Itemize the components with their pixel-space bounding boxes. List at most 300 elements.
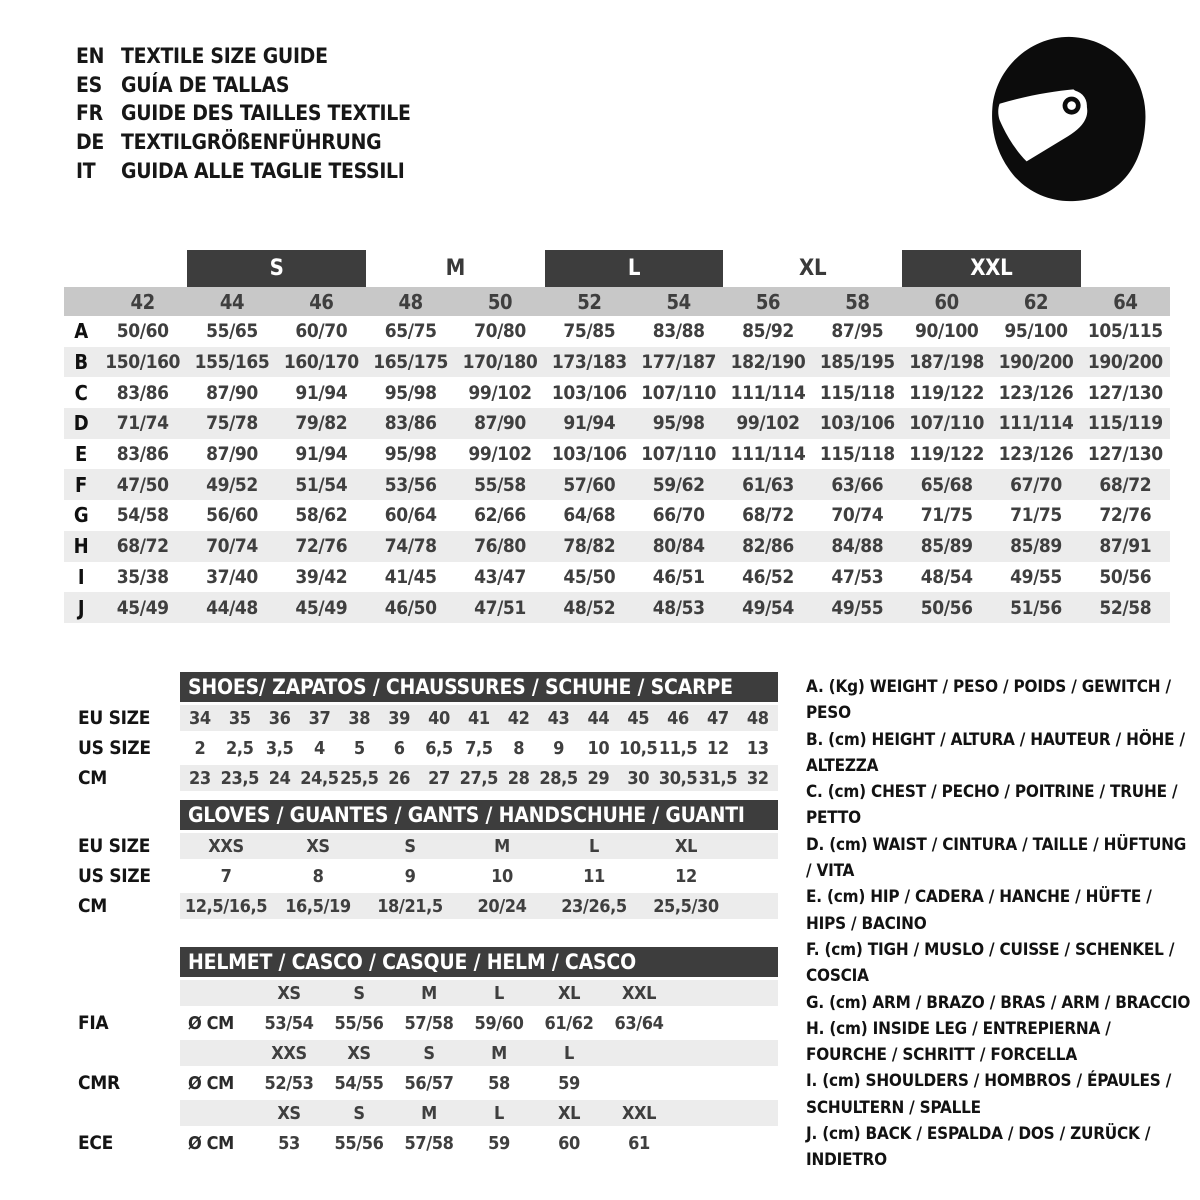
size-cell: XL (557, 1102, 580, 1124)
size-value: 127/130 (1087, 443, 1163, 466)
size-value: 79/82 (277, 408, 366, 439)
size-group-s: S (187, 250, 366, 287)
size-cell: 5 (353, 737, 365, 759)
size-value: 45/49 (98, 592, 187, 623)
numeric-size: 46 (277, 287, 366, 316)
size-cell: 10,5 (619, 737, 658, 759)
size-cell: XXS (271, 1042, 307, 1064)
size-cell: 25,5 (340, 767, 379, 789)
size-value: 119/122 (909, 381, 985, 404)
size-cell: 59/60 (474, 1012, 524, 1034)
size-value: 90/100 (915, 320, 979, 343)
size-value: 182/190 (723, 347, 812, 378)
language-row-es (76, 71, 411, 100)
size-value: 68/72 (98, 531, 187, 562)
size-value: 107/110 (902, 408, 991, 439)
size-value: 85/92 (742, 320, 794, 343)
size-value: 58/62 (295, 504, 348, 527)
size-value: 115/118 (819, 381, 895, 404)
size-cell: 56/57 (404, 1072, 454, 1094)
size-cell: XS (277, 1102, 301, 1124)
size-value: 85/89 (991, 531, 1080, 562)
size-group-xl: XL (799, 256, 827, 281)
size-cell: 54/55 (334, 1072, 384, 1094)
size-cell: 6,5 (425, 737, 453, 759)
size-cell: XS (306, 835, 330, 857)
helmet-values-cmr (180, 1070, 778, 1096)
legend-item-c: C. (cm) CHEST / PECHO / POITRINE / TRUHE / PETTO (806, 782, 1178, 829)
size-cell: 24,5 (300, 767, 339, 789)
helmet-section-labels (66, 947, 180, 1160)
row-label-cmr: CMR (78, 1072, 120, 1094)
shoes-section-title: SHOES/ ZAPATOS / CHAUSSURES / SCHUHE / SCARPE (180, 672, 778, 702)
language-code: IT (76, 158, 96, 183)
language-row-it (76, 156, 411, 185)
gloves-section-content (180, 800, 778, 923)
legend-item-i: I. (cm) SHOULDERS / HOMBROS / ÉPAULES / SCHULTERN / SPALLE (806, 1071, 1172, 1118)
size-value: 111/114 (991, 408, 1080, 439)
size-value: 66/70 (652, 504, 705, 527)
size-cell: 61 (628, 1132, 650, 1154)
language-code: FR (76, 101, 103, 126)
size-group-row (64, 250, 1170, 287)
size-cell: 42 (507, 707, 530, 729)
size-cell: 10 (587, 737, 610, 759)
gloves-row-us-size (180, 863, 778, 889)
row-label-empty (66, 1040, 180, 1066)
size-value: 83/86 (116, 443, 169, 466)
textile-size-table (64, 250, 1170, 623)
size-cell: 40 (428, 707, 450, 729)
size-cell: 61/62 (544, 1012, 594, 1034)
helmet-sizes-fia (180, 980, 778, 1006)
size-value: 165/175 (366, 347, 455, 378)
size-cell: S (353, 1102, 365, 1124)
shoes-section-labels (66, 672, 180, 795)
size-cell: M (494, 835, 510, 857)
size-value: 50/60 (116, 320, 169, 343)
row-label-ece: ECE (78, 1132, 114, 1154)
size-value: 187/198 (902, 347, 991, 378)
group-row-spacer (1081, 250, 1170, 287)
language-row-de (76, 128, 411, 157)
size-cell: 39 (388, 707, 411, 729)
measure-row-a (64, 316, 1170, 347)
size-value: 78/82 (545, 531, 634, 562)
helmet-values-fia (180, 1010, 778, 1036)
guide-title-fr: GUIDE DES TAILLES TEXTILE (121, 101, 411, 126)
size-group-xxl: XXL (902, 250, 1081, 287)
size-cell: 53 (278, 1132, 300, 1154)
size-value: 46/51 (652, 565, 705, 588)
spacer (66, 800, 180, 833)
legend-item-j: J. (cm) BACK / ESPALDA / DOS / ZURÜCK / INDIETRO (806, 1124, 1151, 1171)
size-value: 72/76 (277, 531, 366, 562)
size-cell: M (421, 1102, 437, 1124)
size-cell: 52/53 (264, 1072, 314, 1094)
size-cell: 9 (553, 737, 564, 759)
size-value: 45/49 (277, 592, 366, 623)
legend-item-a: A. (Kg) WEIGHT / PESO / POIDS / GEWITCH / PESO (806, 677, 1171, 724)
size-value: 91/94 (295, 381, 348, 404)
row-label-us-size: US SIZE (78, 865, 151, 887)
size-value: 68/72 (742, 504, 794, 527)
legend-item-g: G. (cm) ARM / BRAZO / BRAS / ARM / BRACCIO (806, 992, 1191, 1013)
size-value: 44/48 (187, 592, 276, 623)
gloves-section-labels (66, 800, 180, 923)
size-cell: 11 (583, 865, 605, 887)
guide-title-en: TEXTILE SIZE GUIDE (121, 44, 328, 69)
size-cell: 2,5 (226, 737, 254, 759)
size-value: 70/74 (831, 504, 884, 527)
racing-helmet-icon (978, 28, 1158, 212)
size-cell: S (404, 835, 416, 857)
size-value: 56/60 (206, 504, 258, 527)
measure-row-f (64, 469, 1170, 500)
row-letter: A (74, 319, 88, 344)
size-value: 49/55 (1010, 565, 1062, 588)
size-cell: 4 (314, 737, 325, 759)
row-letter: J (64, 592, 98, 623)
size-value: 46/50 (366, 592, 455, 623)
size-cell: 38 (348, 707, 371, 729)
size-cell: 46 (667, 707, 689, 729)
helmet-sizes-ece (180, 1100, 778, 1126)
language-row-en (76, 42, 411, 71)
size-cell: 26 (388, 767, 411, 789)
size-cell: 35 (228, 707, 251, 729)
legend-item-h: H. (cm) INSIDE LEG / ENTREPIERNA / FOURCHE / SCHRITT / FORCELLA (806, 1018, 1111, 1066)
size-value: 185/195 (813, 347, 902, 378)
size-value: 62/66 (474, 504, 526, 527)
row-label-us-size: US SIZE (78, 737, 151, 759)
size-value: 103/106 (551, 381, 627, 404)
group-row-spacer (64, 250, 187, 287)
size-cell: 13 (746, 737, 769, 759)
size-cell: L (589, 835, 599, 857)
measure-row-g (64, 500, 1170, 531)
size-value: 83/88 (652, 320, 705, 343)
size-value: 71/74 (98, 408, 187, 439)
helmet-section (66, 947, 778, 1160)
size-value: 105/115 (1087, 320, 1163, 343)
row-letter: H (64, 531, 98, 562)
size-value: 95/100 (1004, 320, 1068, 343)
size-value: 83/86 (366, 408, 455, 439)
size-cell: 48 (746, 707, 769, 729)
row-letter: B (64, 347, 98, 378)
language-row-fr (76, 99, 411, 128)
numeric-size: 60 (902, 287, 991, 316)
row-letter: C (74, 380, 88, 405)
shoes-row-us-size (180, 735, 778, 761)
size-cell: 57/58 (404, 1012, 454, 1034)
size-value: 95/98 (384, 381, 437, 404)
size-value: 61/63 (723, 469, 812, 500)
size-value: 95/98 (634, 408, 723, 439)
size-value: 68/72 (1081, 469, 1170, 500)
language-code: DE (76, 130, 104, 155)
row-label-cm: CM (78, 767, 107, 789)
size-cell: XS (277, 982, 301, 1004)
language-code: ES (76, 72, 102, 97)
size-cell: M (421, 982, 437, 1004)
helmet-section-content (180, 947, 778, 1160)
size-value: 39/42 (295, 565, 348, 588)
size-cell: XXL (621, 1102, 657, 1124)
gloves-row-cm (180, 893, 778, 919)
size-cell: 37 (308, 707, 331, 729)
shoes-section-content (180, 672, 778, 795)
size-value: 64/68 (563, 504, 616, 527)
helmet-sizes-cmr (180, 1040, 778, 1066)
size-value: 155/165 (187, 347, 276, 378)
measure-row-h (64, 531, 1170, 562)
size-cell: 20/24 (477, 895, 527, 917)
size-value: 65/68 (902, 469, 991, 500)
size-value: 150/160 (98, 347, 187, 378)
size-value: 123/126 (998, 443, 1074, 466)
size-value: 51/56 (991, 592, 1080, 623)
size-value: 107/110 (641, 443, 717, 466)
measure-row-j (64, 592, 1170, 623)
size-value: 65/75 (384, 320, 437, 343)
numeric-size: 56 (723, 287, 812, 316)
language-title-list (76, 42, 411, 185)
guide-title-es: GUÍA DE TALLAS (121, 72, 290, 97)
size-cell: L (564, 1042, 574, 1064)
size-cell: L (494, 1102, 504, 1124)
size-value: 83/86 (116, 381, 169, 404)
unit-label: Ø CM (188, 1132, 234, 1154)
measure-row-e (64, 439, 1170, 470)
numeric-size: 50 (455, 287, 544, 316)
row-label-cm: CM (78, 895, 107, 917)
size-cell: 41 (467, 707, 490, 729)
size-value: 190/200 (1081, 347, 1170, 378)
size-value: 75/85 (563, 320, 616, 343)
size-cell: 44 (587, 707, 610, 729)
spacer (66, 672, 180, 705)
lead-spacer (180, 1100, 254, 1126)
size-value: 70/74 (187, 531, 276, 562)
size-cell: 53/54 (264, 1012, 314, 1034)
size-value: 49/54 (723, 592, 812, 623)
size-cell: 27 (428, 767, 450, 789)
row-label-eu-size: EU SIZE (78, 835, 151, 857)
size-value: 47/51 (455, 592, 544, 623)
unit-label: Ø CM (188, 1012, 234, 1034)
size-cell: 28,5 (539, 767, 578, 789)
size-cell: L (494, 982, 504, 1004)
size-cell: 16,5/19 (285, 895, 351, 917)
size-cell: 45 (627, 707, 650, 729)
row-label-empty (66, 1100, 180, 1126)
size-cell: 31,5 (698, 767, 738, 789)
size-cell: 2 (194, 737, 206, 759)
size-cell: 60 (558, 1132, 580, 1154)
measure-row-i (64, 562, 1170, 593)
size-cell: 32 (746, 767, 769, 789)
measurement-legend (806, 674, 1194, 1174)
size-cell: 6 (393, 737, 405, 759)
numeric-size: 62 (991, 287, 1080, 316)
size-cell: 8 (513, 737, 525, 759)
size-value: 47/53 (831, 565, 884, 588)
row-letter: D (64, 408, 98, 439)
size-cell: 36 (268, 707, 291, 729)
row-letter: F (64, 469, 98, 500)
size-value: 49/55 (813, 592, 902, 623)
numeric-size: 42 (98, 287, 187, 316)
size-value: 87/91 (1081, 531, 1170, 562)
size-cell: S (353, 982, 365, 1004)
size-group-l: L (545, 250, 724, 287)
size-cell: S (423, 1042, 435, 1064)
size-cell: 29 (587, 767, 610, 789)
size-value: 70/80 (474, 320, 526, 343)
legend-item-f: F. (cm) TIGH / MUSLO / CUISSE / SCHENKEL / COSCIA (806, 939, 1175, 987)
size-value: 72/76 (1099, 504, 1152, 527)
row-label-fia: FIA (78, 1012, 109, 1034)
size-value: 103/106 (551, 443, 627, 466)
size-value: 87/90 (455, 408, 544, 439)
size-cell: 25,5/30 (653, 895, 719, 917)
size-value: 71/75 (920, 504, 973, 527)
size-value: 115/118 (819, 443, 895, 466)
row-letter: I (77, 564, 85, 589)
legend-item-b: B. (cm) HEIGHT / ALTURA / HAUTEUR / HÖHE / ALTEZZA (806, 729, 1185, 776)
size-value: 53/56 (366, 469, 455, 500)
size-cell: 9 (404, 865, 416, 887)
size-value: 45/50 (563, 565, 616, 588)
measure-row-b (64, 347, 1170, 378)
size-value: 63/66 (813, 469, 902, 500)
size-value: 41/45 (384, 565, 437, 588)
numeric-size: 52 (545, 287, 634, 316)
size-value: 87/95 (831, 320, 884, 343)
size-value: 60/70 (295, 320, 348, 343)
size-cell: 47 (707, 707, 729, 729)
size-cell: 24 (268, 767, 291, 789)
size-value: 35/38 (116, 565, 169, 588)
guide-title-de: TEXTILGRÖßENFÜHRUNG (121, 130, 382, 155)
shoes-row-eu-size (180, 705, 778, 731)
gloves-section-title: GLOVES / GUANTES / GANTS / HANDSCHUHE / GUANTI (180, 800, 778, 830)
size-value: 91/94 (295, 443, 348, 466)
corner-spacer (64, 287, 98, 316)
size-value: 80/84 (634, 531, 723, 562)
size-cell: 11,5 (658, 737, 698, 759)
size-cell: 7,5 (465, 737, 493, 759)
language-code: EN (76, 44, 105, 69)
size-cell: 12 (675, 865, 697, 887)
gloves-row-eu-size (180, 833, 778, 859)
size-value: 111/114 (730, 381, 806, 404)
row-label-empty (66, 980, 180, 1006)
lead-spacer (180, 1040, 254, 1066)
unit-label: Ø CM (188, 1072, 234, 1094)
size-cell: M (491, 1042, 507, 1064)
size-value: 74/78 (366, 531, 455, 562)
size-cell: 58 (488, 1072, 510, 1094)
size-cell: 43 (547, 707, 570, 729)
size-cell: 8 (312, 865, 324, 887)
guide-title-it: GUIDA ALLE TAGLIE TESSILI (121, 158, 405, 183)
shoes-row-cm (180, 765, 778, 791)
size-value: 115/119 (1081, 408, 1170, 439)
size-cell: XXL (621, 982, 657, 1004)
numeric-size: 64 (1081, 287, 1170, 316)
size-cell: 34 (189, 707, 211, 729)
numeric-size: 54 (634, 287, 723, 316)
size-value: 46/52 (742, 565, 794, 588)
size-cell: 23,5 (220, 767, 259, 789)
size-value: 59/62 (634, 469, 723, 500)
size-cell: 59 (558, 1072, 580, 1094)
size-cell: 10 (491, 865, 513, 887)
size-value: 54/58 (116, 504, 169, 527)
size-cell: 57/58 (404, 1132, 454, 1154)
size-cell: 63/64 (614, 1012, 664, 1034)
size-cell: XL (557, 982, 580, 1004)
size-group-m: M (445, 256, 466, 281)
size-value: 76/80 (455, 531, 544, 562)
size-cell: 12,5/16,5 (184, 895, 268, 917)
size-value: 99/102 (468, 381, 532, 404)
size-cell: 3,5 (265, 737, 294, 759)
size-value: 50/56 (902, 592, 991, 623)
row-label-eu-size: EU SIZE (78, 707, 151, 729)
size-value: 55/65 (206, 320, 258, 343)
size-value: 48/54 (920, 565, 973, 588)
size-value: 91/94 (545, 408, 634, 439)
measure-row-c (64, 377, 1170, 408)
size-value: 95/98 (384, 443, 437, 466)
size-value: 190/200 (991, 347, 1080, 378)
size-cell: XS (347, 1042, 371, 1064)
size-value: 87/90 (206, 443, 258, 466)
size-value: 119/122 (909, 443, 985, 466)
measure-row-d (64, 408, 1170, 439)
size-value: 170/180 (455, 347, 544, 378)
spacer (66, 947, 180, 980)
shoes-section (66, 672, 778, 795)
legend-item-e: E. (cm) HIP / CADERA / HANCHE / HÜFTE / HIPS / BACINO (806, 887, 1152, 934)
row-letter: E (75, 442, 87, 467)
lead-spacer (180, 980, 254, 1006)
size-value: 49/52 (187, 469, 276, 500)
helmet-values-ece (180, 1130, 778, 1156)
size-value: 52/58 (1081, 592, 1170, 623)
racing-helmet-graphic (978, 28, 1158, 212)
size-cell: 7 (220, 865, 232, 887)
size-value: 111/114 (730, 443, 806, 466)
size-value: 67/70 (991, 469, 1080, 500)
numeric-size: 48 (366, 287, 455, 316)
size-value: 48/52 (545, 592, 634, 623)
gloves-section (66, 800, 778, 923)
size-cell: 55/56 (334, 1012, 384, 1034)
size-value: 84/88 (813, 531, 902, 562)
size-value: 71/75 (1010, 504, 1062, 527)
size-cell: XL (674, 835, 697, 857)
size-value: 75/78 (187, 408, 276, 439)
size-value: 99/102 (723, 408, 812, 439)
size-value: 99/102 (468, 443, 532, 466)
numeric-size: 58 (813, 287, 902, 316)
size-value: 37/40 (206, 565, 258, 588)
